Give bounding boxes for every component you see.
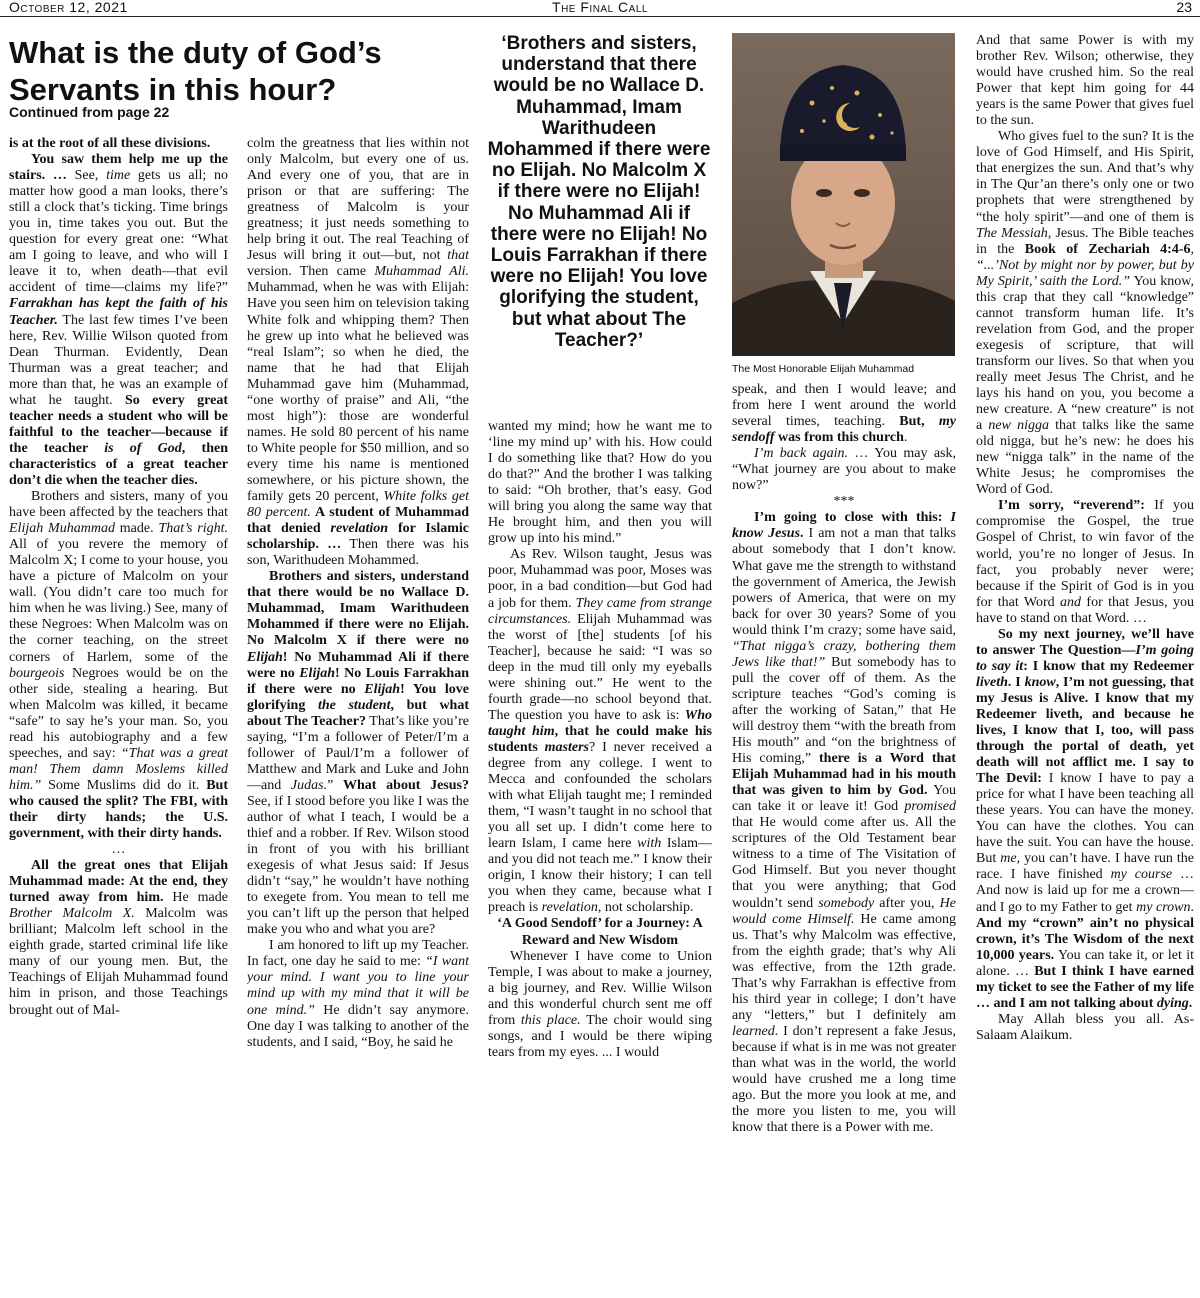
paragraph: I’m going to close with this: I know Jesus. I am not a man that talks about somebody that I don’t know. What gave me the strength to withstand the government of America, the Jewish powers of America, that were on my back for over 30 years? Some of you would think I’m crazy; some have said, “That nigga’s crazy, bothering them Jews like that!” But somebody has to pull the cover off of them. As the scripture teaches “God’s coming is after the working of Satan,” that He will destroy them “with the breath from His mouth” and “on the brightness of His coming,” there is a Word that Elijah Muhammad had in his mouth that was given to him by God. You can take it or leave it! God promised that He would come after us. All the scriptures of the Old Testament bear witness to a time of The Visitation of God Himself. But you never thought that you were anything; that God wouldn’t send somebody after you, He would come Himself. He came among us. That’s why Malcolm was effective, from the eighth grade; that’s why Ali was effective, from the 12th grade. That’s why Farrakhan is effective from his third year in college; I don’t have any “letters,” but I definitely am learned. I don’t represent a fake Jesus, because if what is in me was not greater than what was in the world, the world would have crushed me a long time ago. But the more you look at me, and the more you listen to me, you will know that there is a Power with me. xyxy=(732,510,956,1136)
pull-quote: ‘Brothers and sisters, understand that there would be no Wallace D. Muhammad, Imam Warithudeen Mohammed if there were no Elijah. No Malcolm X if there were no Elijah! No Muhammad Ali if there were no Elijah! No Louis Farrakhan if there were no Elijah! You love glorifying the student, but what about The Teacher?’ xyxy=(487,33,711,351)
portrait-photo xyxy=(732,33,955,356)
body-column-5 xyxy=(976,33,1194,1296)
paragraph: So my next journey, we’ll have to answer The Question—I’m going to say it: I know that my Redeemer liveth. I know, I’m not guessing, that my Jesus is Alive. I know that my Redeemer liveth, and because he lives, I know that I, too, will pass through the portal of death, yet death will not afflict me. I say to The Devil: I know I have to pay a price for what I have been teaching all these years. You can have the money. You can have the clothes. You can have the suit. You can have the house. But me, you can’t have. I have run the race. I have finished my course … And now is laid up for me a crown—and I go to my Father to get my crown. And my “crown” ain’t no physical crown, it’s The Wisdom of the next 10,000 years. You can take it, or let it alone. … But I think I have earned my ticket to see the Father of my life … and I am not talking about dying. xyxy=(976,626,1194,1011)
issue-date: October 12, 2021 xyxy=(9,0,128,15)
body-column-4 xyxy=(732,382,956,1296)
paragraph: colm the greatness that lies within not only Malcolm, but every one of us. And every one of you, that are in prison or that are suffering: The greatness of Malcolm is your greatness; it just needs something to help bring it out. The real Teaching of Jesus will bring it out—but, not that version. Then came Muhammad Ali. Muhammad, when he was with Elijah: Have you seen him on television taking White folk and whipping them? Then he grew up into what he believed was “real Islam”; so when he died, the name that he had that Elijah Muhammad gave him (Muhammad, “one worthy of praise” and Ali, “the most high”): those are wonderful names. He sold 80 percent of his name to White people for $50 million, and so every time his name is mentioned somewhere, or his picture shown, the family gets 20 percent, White folks get 80 percent. A student of Muhammad that denied revelation for Islamic scholarship. … Then there was his son, Warithudeen Mohammed. xyxy=(247,136,469,569)
paragraph: All the great ones that Elijah Muhammad made: At the end, they turned away from him. He made Brother Malcolm X. Malcolm was brilliant; Malcolm left school in the eighth grade, started criminal life like many of our young men. But, the Teachings of Elijah Muhammad found him in prison, and those Teachings brought out of Mal- xyxy=(9,858,228,1018)
continued-note: Continued from page 22 xyxy=(9,104,170,120)
section-break: … xyxy=(111,842,126,858)
portrait-illustration xyxy=(732,33,955,356)
paragraph: May Allah bless you all. As-Salaam Alaikum. xyxy=(976,1011,1194,1043)
paragraph: I’m back again. … You may ask, “What journey are you about to make now?” xyxy=(732,446,956,494)
paragraph: You saw them help me up the stairs. … See, time gets us all; no matter how good a man looks, there’s still a clock that’s ticking. Time brings you in, time takes you out. But the question for every great one: “What am I going to leave, and who will I leave it to, when death—that evil accident of time—claims my life?” Farrakhan has kept the faith of his Teacher. The last few times I’ve been here, Rev. Willie Wilson quoted from Dean Thurman. Evidently, Dean Thurman was a great teacher; and more than that, he was an example of what he taught. So every great teacher needs a student who will be faithful to the teacher—because if the teacher is of God, then characteristics of a great teacher don’t die when the teacher dies. xyxy=(9,152,228,488)
body-column-1 xyxy=(9,136,228,1296)
paragraph: Brothers and sisters, many of you have been affected by the teachers that Elijah Muhammad made. That’s right. All of you revere the memory of Malcolm X; I come to your house, you have a picture of Malcolm on your wall. (You didn’t care too much for him when he was living.) See, many of these Negroes: When Malcolm was on the corner teaching, on the street corners of Harlem, some of the bourgeois Negroes would be on the other side, stealing a hearing. But when Malcolm was killed, it became “safe” to say he’s your man. So, you read his autobiography and a few speeches, and say: “That was a great man! Them damn Moslems killed him.” Some Muslims did do it. But who caused the split? The FBI, with their dirty hands; the U.S. government, with their dirty hands. xyxy=(9,489,228,842)
paragraph: Who gives fuel to the sun? It is the love of God Himself, and His Spirit, that energizes the sun. And that’s why in The Qur’an there’s only one or two prophets that were strengthened by “the holy spirit”—and one of them is The Messiah, Jesus. The Bible teaches in the Book of Zechariah 4:4-6, “...’Not by might nor by power, but by My Spirit,’ saith the Lord.” You know, this crap that they call “knowledge” cannot transform human life. It’s revelation from God, and the proper exegesis of scripture, that will transform our lives. So that when you really meet Jesus The Christ, and he lays his hand on you, you become a new creature. A “new creature” is not a new nigga that talks like the same old nigga, but he’s new: he does his new “nigga talk” in the name of the White Jesus; he compromises the Word of God. xyxy=(976,129,1194,498)
photo-caption: The Most Honorable Elijah Muhammad xyxy=(732,363,915,375)
page-number: 23 xyxy=(1176,0,1192,15)
newspaper-name: The Final Call xyxy=(552,0,648,15)
paragraph: speak, and then I would leave; and from here I went around the world several times, teaching. But, my sendoff was from this church. xyxy=(732,382,956,446)
section-break: *** xyxy=(833,494,855,510)
paragraph: As Rev. Wilson taught, Jesus was poor, Muhammad was poor, Moses was poor, in a bad condition—but God had a job for them. They came from strange circumstances. Elijah Muhammad was the worst of [the] students [of his Teacher], because he said: “I was so deep in the mud till only my eyeballs were shining out.” He went to the fourth grade—no school beyond that. The question you have to ask is: Who taught him, that he could make his students masters? I never received a degree from any college. I went to Mecca and confounded the scholars with what Elijah taught me; I reminded them, “I wasn’t taught in no school that you all set up. I didn’t come here to learn Islam, I came here with Islam—and you did not teach me.” I know their origin, I know their history; I can tell you when they came, because what I preach is revelation, not scholarship. xyxy=(488,547,712,916)
article-headline: What is the duty of God’s Servants in this hour? xyxy=(9,35,382,107)
paragraph: is at the root of all these divisions. xyxy=(9,136,211,151)
subheading: ‘A Good Sendoff’ for a Journey: A Reward and New Wisdom xyxy=(497,916,703,948)
paragraph: wanted my mind; how he want me to ‘line my mind up’ with his. How could I do something like that? How do you do that?” And the brother I was talking to said: “Oh brother, that’s easy. God will bring you along the same way that He brought him, and then you will grow up into his mind.” xyxy=(488,419,712,547)
paragraph: I am honored to lift up my Teacher. In fact, one day he said to me: “I want your mind. I want you to line your mind up with my mind that it will be one mind.” He didn’t say anymore. One day I was talking to another of the students, and I said, “Boy, he said he xyxy=(247,938,469,1050)
paragraph: I’m sorry, “reverend”: If you compromise the Gospel, the true Gospel of Christ, to win favor of the world, you’re no longer of Jesus. In fact, you probably never were; because if the Spirit of God is in you for that Word and for that Jesus, you have to stand on that Word. … xyxy=(976,498,1194,626)
paragraph: Whenever I have come to Union Temple, I was about to make a journey, a big journey, and Rev. Willie Wilson and this wonderful church sent me off from this place. The choir would sing songs, and I would be there wiping tears from my eyes. ... I would xyxy=(488,948,712,1060)
body-column-3 xyxy=(488,419,712,1296)
paragraph: And that same Power is with my brother Rev. Wilson; otherwise, they would have crushed him. So the real Power that kept him going for 44 years is the same Power that gives fuel to the sun. xyxy=(976,33,1194,129)
body-column-2 xyxy=(247,136,469,1296)
paragraph: Brothers and sisters, understand that there would be no Wallace D. Muhammad, Imam Warithudeen Mohammed if there were no Elijah. No Malcolm X if there were no Elijah! No Muhammad Ali if there were no Elijah! No Louis Farrakhan if there were no Elijah! You love glorifying the student, but what about The Teacher? That’s like you’re saying, “I’m a follower of Peter/I’m a follower of Paul/I’m a follower of Matthew and Mark and Luke and John—and Judas.” What about Jesus? See, if I stood before you like I was the author of what I teach, I would be a thief and a robber. If Rev. Wilson stood in front of you with his brilliant exegesis of what Jesus said: If Jesus didn’t “say,” he wouldn’t have nothing to exegete from. You mean to tell me you can’t lift up the person that helped make you who and what you are? xyxy=(247,569,469,938)
running-head xyxy=(0,0,1200,17)
